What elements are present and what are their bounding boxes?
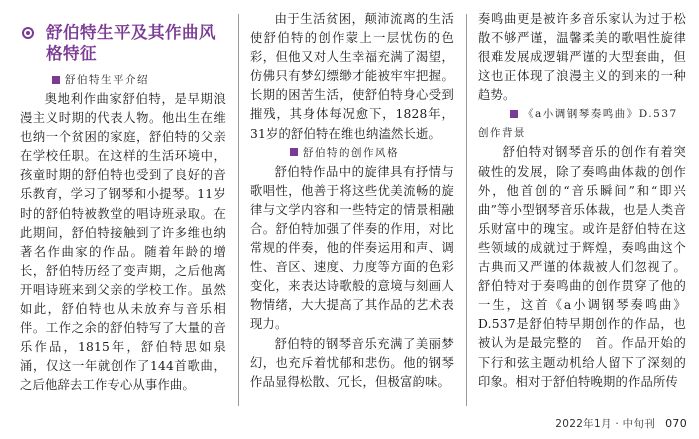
- paragraph: 舒伯特作品中的旋律具有抒情与歌唱性，他善于将这些优美流畅的旋律与文学内容和一些特定的情景相融合。舒伯特加强了伴奏的作用，对比常规的伴奏，他的伴奏运用和声、调性、音区、速度、力度等方面的色彩变化，来表达诗歌般的意境与刻画人物情绪，大大提高了其作品的艺术表现力。: [250, 164, 454, 332]
- page-footer: [555, 416, 687, 431]
- square-bullet-icon: [290, 148, 298, 156]
- column-divider: [238, 14, 239, 406]
- paragraph: 奥地利作曲家舒伯特，是早期浪漫主义时期的代表人物。他出生在维也纳一个贫困的家庭，舒伯特的父亲在学校任职。在这样的生活环境中，孩童时期的舒伯特也受到了良好的音乐教育，学习了钢琴和小提琴。11岁时的舒伯特被教堂的唱诗班录取。在此期间，舒伯特接触到了许多维也纳著名作曲家的作品。随着年龄的增长，舒伯特历经了变声期，之后他离开唱诗班来到父亲的学校工作。虽然如此，舒伯特也从未放弃与音乐相伴。工作之余的舒伯特写了大量的音乐作品，1815年，舒伯特思如泉涌，仅这一年就创作了144首歌曲，之后他辞去工作专心从事作曲。: [20, 92, 226, 393]
- paragraph-continuation: 奏鸣曲更是被许多音乐家认为过于松散不够严谨，温馨柔美的歌唱性旋律很难发展成逻辑严谨的大型套曲，但这也正体现了浪漫主义的到来的一种趋势。: [478, 12, 686, 103]
- article-title: 舒伯特生平及其作曲风格特征: [46, 23, 216, 63]
- section-heading-background-line2: 创作背景: [478, 127, 526, 140]
- section-heading-style: [250, 144, 454, 163]
- section-heading-biography: [20, 71, 226, 90]
- section-heading-text: 《a小调钢琴奏鸣曲》D.537: [523, 108, 678, 121]
- paragraph: 舒伯特的钢琴音乐充满了美丽梦幻，也充斥着忧郁和悲伤。他的钢琴作品显得松散、冗长，但极富韵味。: [250, 336, 454, 389]
- column-divider: [466, 14, 467, 406]
- paragraph: 舒伯特对钢琴音乐的创作有着突破性的发展，除了奏鸣曲体裁的创作外，他首创的“音乐瞬间”和“即兴曲”等小型钢琴音乐体裁，也是人类音乐财富中的瑰宝。或许是舒伯特在这些领域的成就过于辉煌，奏鸣曲这个古典而又严谨的体裁被人们忽视了。舒伯特对于奏鸣曲的创作贯穿了他的一生，这首《a小调钢琴奏鸣曲》D.537是舒伯特早期创作的作品，也被认为是最完整的 首。作品开始的下行和弦主题动机给人留下了深刻的印象。相对于舒伯特晚期的作品所传: [478, 145, 686, 389]
- square-bullet-icon: [510, 110, 518, 118]
- section-heading-text: 舒伯特生平介绍: [65, 74, 149, 86]
- circle-bullet-icon: [22, 27, 34, 39]
- paragraph: 由于生活贫困，颠沛流离的生活使舒伯特的创作蒙上一层忧伤的色彩，但他又对人生幸福充满了渴望，仿佛只有梦幻缥缈才能被牢牢把握。长期的困苦生活，使舒伯特身心受到摧残，其身体每况愈下，1828年，31岁的舒伯特在维也纳溘然长逝。: [250, 12, 454, 141]
- column-2: [250, 10, 454, 392]
- issue-info: 2022年1月 · 中旬刊: [555, 418, 656, 430]
- article-title-block: [20, 22, 226, 64]
- square-bullet-icon: [52, 76, 60, 84]
- page-number: 070: [665, 417, 687, 430]
- section-heading-text: 舒伯特的创作风格: [303, 146, 399, 159]
- column-3: [478, 10, 686, 392]
- section-heading-background: [478, 105, 686, 124]
- column-1: [20, 10, 226, 396]
